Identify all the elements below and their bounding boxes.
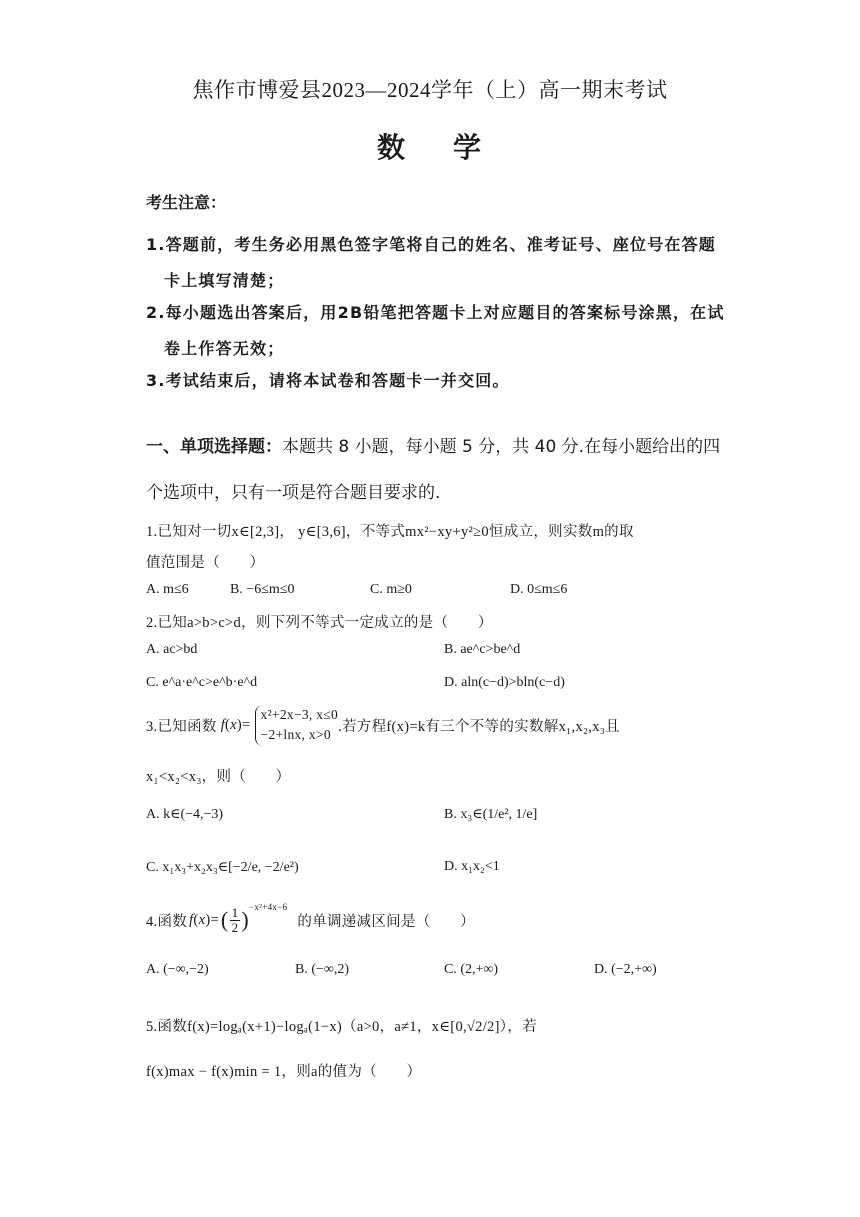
q3-piecewise (255, 705, 339, 746)
section-1-text-line-1: 本题共 8 小题，每小题 5 分，共 40 分.在每小题给出的四 (282, 437, 721, 457)
q2-stem: 2.已知a>b>c>d，则下列不等式一定成立的是（ ） (146, 615, 493, 631)
q3-piece-1: x²+2x−3, x≤0 (260, 707, 339, 722)
notice-item-1-line-2: 卡上填写清楚； (164, 271, 285, 290)
section-1-label: 一、单项选择题： (146, 437, 282, 457)
q4-option-d: D. (−2,+∞) (594, 962, 657, 977)
q2-option-d: D. aln(c−d)>bln(c−d) (444, 675, 565, 690)
q1-option-c: C. m≥0 (370, 582, 412, 597)
q3-option-a: A. k∈(−4,−3) (146, 807, 224, 822)
notice-item-1-line-1: 1.答题前，考生务必用黑色签字笔将自己的姓名、准考证号、座位号在答题 (146, 235, 717, 254)
subject-title (0, 126, 860, 166)
q2-option-c: C. e^a·e^c>e^b·e^d (146, 675, 258, 690)
q3-option-b: B. x₃∈(1/e², 1/e] (444, 807, 538, 822)
q4-stem: 4.函数 f(x)= ( $\frac{1}{2}$ ) −x²+4x−6 的单调递减区间是（ ） (146, 902, 475, 935)
notice-item-2-line-1: 2.每小题选出答案后，用2B铅笔把答题卡上对应题目的答案标号涂黑，在试 (146, 303, 725, 322)
q3-piece-2: −2+lnx, x>0 (260, 727, 331, 743)
q4-exponent: −x²+4x−6 (249, 902, 288, 912)
q1-stem-line-2: 值范围是（ ） (146, 555, 265, 571)
q4-suffix: 的单调递减区间是（ ） (297, 913, 475, 930)
q3-stem-line-1: 3.已知函数 f(x)= x²+2x−3, x≤0 −2+lnx, x>0 .若方程f(x)=k有三个不等的实数解x₁,x₂,x₃且 (146, 705, 620, 746)
q3-option-d: D. x₁x₂<1 (444, 859, 500, 874)
q1-option-a: A. m≤6 (146, 582, 189, 597)
q2-option-b: B. ae^c>be^d (444, 642, 521, 657)
q3-suffix: .若方程f(x)=k有三个不等的实数解x₁,x₂,x₃且 (338, 718, 620, 735)
q3-prefix: 3.已知函数 (146, 718, 217, 735)
q3-option-c: C. x₁x₃+x₂x₃∈[−2/e, −2/e²) (146, 860, 299, 875)
subject-char-2: 学 (453, 131, 484, 164)
section-1-heading (146, 432, 720, 457)
section-1-text-line-2: 个选项中，只有一项是符合题目要求的. (146, 483, 441, 503)
q3-stem-line-2: x₁<x₂<x₃，则（ ） (146, 769, 291, 785)
q5-stem-line-2: f(x)max − f(x)min = 1，则a的值为（ ） (146, 1064, 422, 1080)
q4-prefix: 4.函数 (146, 913, 188, 930)
notice-item-2-line-2: 卷上作答无效； (164, 339, 285, 358)
exam-title: 焦作市博爱县2023—2024学年（上）高一期末考试 (192, 78, 668, 102)
q4-option-b: B. (−∞,2) (295, 962, 350, 977)
q1-option-b: B. −6≤m≤0 (230, 582, 295, 597)
q1-stem-line-1: 1.已知对一切x∈[2,3]， y∈[3,6]，不等式mx²−xy+y²≥0恒成立，则实数m的取 (146, 524, 634, 540)
notice-item-3: 3.考试结束后，请将本试卷和答题卡一并交回。 (146, 371, 510, 390)
q2-option-a: A. ac>bd (146, 642, 198, 657)
q4-option-c: C. (2,+∞) (444, 962, 499, 977)
q1-option-d: D. 0≤m≤6 (510, 582, 568, 597)
subject-char-1: 数 (376, 131, 407, 164)
q5-stem-line-1: 5.函数f(x)=logₐ(x+1)−logₐ(1−x)（a>0，a≠1，x∈[0,√2/2]），若 (146, 1019, 537, 1035)
notice-heading: 考生注意： (146, 193, 227, 212)
q4-option-a: A. (−∞,−2) (146, 962, 209, 977)
